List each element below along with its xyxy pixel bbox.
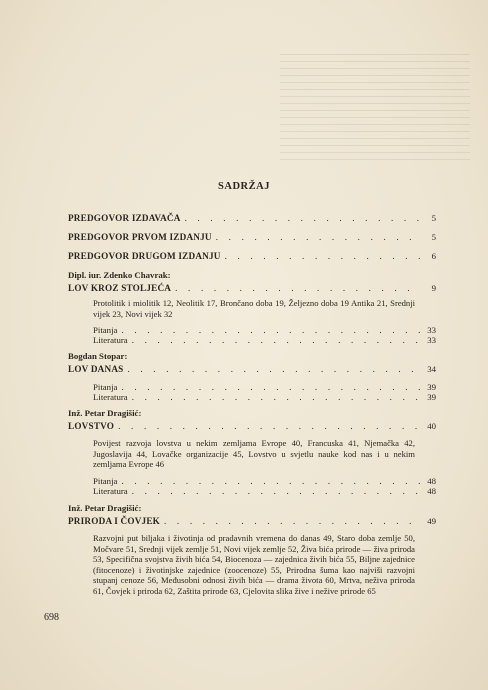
chapter-description: Protolitik i miolitik 12, Neolitik 17, Brončano doba 19, Željezno doba 19 Antika 21, Srednji vijek 23, Novi vijek 32 (93, 298, 415, 319)
show-through-text (280, 48, 470, 178)
toc-page-number: 34 (427, 364, 436, 374)
leader-dots (216, 232, 420, 242)
toc-subentry-label: Pitanja (93, 382, 118, 392)
chapter-author: Dipl. iur. Zdenko Chavrak: (68, 270, 171, 280)
chapter-description: Povijest razvoja lovstva u nekim zemljama Evrope 40, Francuska 41, Njemačka 42, Jugoslavija 44, Lovačke organizacije 45, Lovstvo u svjetlu nauke kod nas i u nekim zemljama Evrope 46 (93, 438, 415, 470)
toc-entry-label: PREDGOVOR IZDAVAČA (68, 213, 181, 223)
toc-entry-label: PRIRODA I ČOVJEK (68, 516, 161, 526)
toc-page-number: 40 (427, 421, 436, 431)
toc-entry-predgovor-izdavaca (68, 213, 436, 226)
toc-entry-lov-kroz-stoljeca (68, 283, 436, 296)
toc-page-number: 48 (427, 486, 436, 496)
toc-page-number: 9 (431, 283, 436, 293)
toc-page-number: 33 (427, 325, 436, 335)
chapter-author: Inž. Petar Dragišić: (68, 503, 142, 513)
toc-entry-label: LOVSTVO (68, 421, 115, 431)
toc-subentry-literatura (93, 392, 436, 403)
toc-subentry-label: Literatura (93, 392, 128, 402)
toc-entry-predgovor-prvom-izdanju (68, 232, 436, 245)
leader-dots (121, 476, 420, 486)
toc-entry-label: PREDGOVOR PRVOM IZDANJU (68, 232, 212, 242)
leader-dots (175, 283, 420, 293)
toc-subentry-literatura (93, 486, 436, 497)
toc-entry-lovstvo (68, 421, 436, 434)
toc-page-number: 6 (431, 251, 436, 261)
leader-dots (164, 516, 420, 526)
toc-entry-label: LOV KROZ STOLJEĆA (68, 283, 172, 293)
chapter-author: Inž. Petar Dragišić: (68, 408, 142, 418)
toc-entry-priroda-i-covjek (68, 516, 436, 529)
chapter-description: Razvojni put biljaka i životinja od pradavnih vremena do danas 49, Staro doba zemlje 50, Močvare 51, Srednji vijek zemlje 51, Novi vijek zemlje 52, Živa bića prirode — živa priroda 53, Specifična svojstva živih bića 54, Biocenoza — zajednica živih bića 55, Biljne zajednice (fitocenoze) i životinjske zajednice (zoocenoze) 55, Prirodna šuma kao najviši razvojni stupanj cenoze 56, Međusobni odnosi živih bića — drama života 60, Mrtva, neživa priroda 61, Čovjek i priroda 62, Zaštita prirode 63, Cjelovita slika žive i nežive prirode 65 (93, 533, 415, 596)
page-number: 698 (44, 612, 59, 623)
toc-subentry-literatura (93, 335, 436, 346)
leader-dots (118, 421, 420, 431)
toc-page-number: 5 (431, 232, 436, 242)
toc-page-number: 5 (431, 213, 436, 223)
toc-entry-predgovor-drugom-izdanju (68, 251, 436, 264)
toc-page-number: 39 (427, 382, 436, 392)
chapter-author: Bogdan Stopar: (68, 351, 128, 361)
toc-subentry-label: Pitanja (93, 476, 118, 486)
leader-dots (128, 364, 421, 374)
toc-subentry-label: Literatura (93, 486, 128, 496)
leader-dots (225, 251, 420, 261)
leader-dots (121, 382, 420, 392)
leader-dots (132, 335, 420, 345)
toc-page-number: 48 (427, 476, 436, 486)
toc-entry-lov-danas (68, 364, 436, 377)
toc-page-number: 39 (427, 392, 436, 402)
toc-entry-label: PREDGOVOR DRUGOM IZDANJU (68, 251, 221, 261)
toc-page-number: 33 (427, 335, 436, 345)
toc-entry-label: LOV DANAS (68, 364, 124, 374)
toc-subentry-label: Pitanja (93, 325, 118, 335)
leader-dots (132, 486, 420, 496)
leader-dots (121, 325, 420, 335)
leader-dots (185, 213, 420, 223)
toc-subentry-label: Literatura (93, 335, 128, 345)
leader-dots (132, 392, 420, 402)
contents-title: SADRŽAJ (218, 181, 270, 192)
toc-page-number: 49 (427, 516, 436, 526)
